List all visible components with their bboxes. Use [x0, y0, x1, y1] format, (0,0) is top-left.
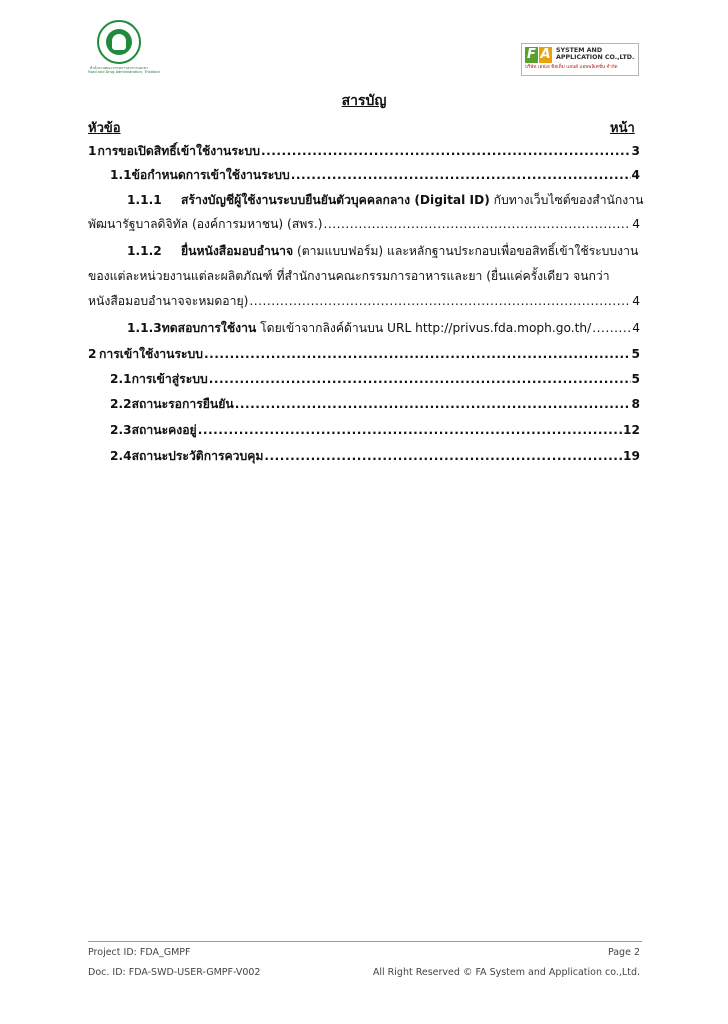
- toc-entry[interactable]: 1.1 ข้อกำหนดการเข้าใช้งานระบบ ..... 4: [110, 167, 640, 183]
- fa-logo-name: SYSTEM AND APPLICATION CO.,LTD.: [556, 47, 635, 62]
- fa-company-logo: [521, 43, 639, 76]
- toc-entry-1-1-1-line1[interactable]: 1.1.1 สร้างบัญชีผู้ใช้งานระบบยืนยันตัวบุคคลกลาง (Digital ID) กับทางเว็บไซต์ของสำนักงาน: [127, 193, 644, 207]
- fda-seal-icon: [97, 20, 141, 64]
- toc-entry-1-1-1-line2[interactable]: พัฒนารัฐบาลดิจิทัล (องค์การมหาชน) (สพร.) ..... 4: [88, 216, 640, 232]
- fda-logo: [88, 20, 160, 78]
- footer-doc-id: Doc. ID: FDA-SWD-USER-GMPF-V002: [88, 967, 261, 978]
- footer-divider: [88, 941, 642, 942]
- toc-entry[interactable]: 2 การเข้าใช้งานระบบ ..... 5: [88, 346, 640, 362]
- toc-entry-1-1-2-line2: ของแต่ละหน่วยงานแต่ละผลิตภัณฑ์ ที่สำนักงานคณะกรรมการอาหารและยา (ยื่นแค่ครั้งเดียว จนกว่า: [88, 269, 610, 283]
- toc-page-header: หน้า: [610, 121, 635, 136]
- toc-entry[interactable]: 1 การขอเปิดสิทธิ์เข้าใช้งานระบบ ..... 3: [88, 143, 640, 159]
- footer-rights: All Right Reserved © FA System and Application co.,Ltd.: [372, 967, 640, 978]
- footer-project-id: Project ID: FDA_GMPF: [88, 947, 191, 958]
- toc-entry-1-1-2-line1[interactable]: 1.1.2 ยื่นหนังสือมอบอำนาจ (ตามแบบฟอร์ม) และหลักฐานประกอบเพื่อขอสิทธิ์เข้าใช้ระบบงาน: [127, 244, 639, 258]
- toc-entry[interactable]: 2.3 สถานะคงอยู่ ..... 12: [110, 422, 640, 438]
- fda-logo-caption: สำนักงานคณะกรรมการอาหารและยา Food and Drug Administration, Thailand: [88, 66, 160, 75]
- toc-title: สารบัญ: [341, 93, 387, 109]
- fa-logo-letters: F A: [525, 47, 553, 63]
- toc-entry[interactable]: 2.1 การเข้าสู่ระบบ ..... 5: [110, 371, 640, 387]
- toc-entry[interactable]: 2.2 สถานะรอการยืนยัน ..... 8: [110, 396, 640, 412]
- footer-page-number: Page 2: [607, 947, 640, 958]
- toc-topic-header: หัวข้อ: [88, 121, 121, 136]
- fa-logo-thai-name: บริษัท เอฟเอ ซิสเต็ม แอนด์ แอพพลิเคชั่น จำกัด: [525, 65, 618, 70]
- toc-entry[interactable]: 1.1.3 ทดสอบการใช้งาน โดยเข้าจากลิงค์ด้านบน URL http://privus.fda.moph.go.th/ ..... 4: [127, 320, 640, 336]
- toc-entry[interactable]: 2.4 สถานะประวัติการควบคุม ..... 19: [110, 448, 640, 464]
- toc-entry-1-1-2-line3[interactable]: หนังสือมอบอำนาจจะหมดอายุ) ..... 4: [88, 293, 640, 309]
